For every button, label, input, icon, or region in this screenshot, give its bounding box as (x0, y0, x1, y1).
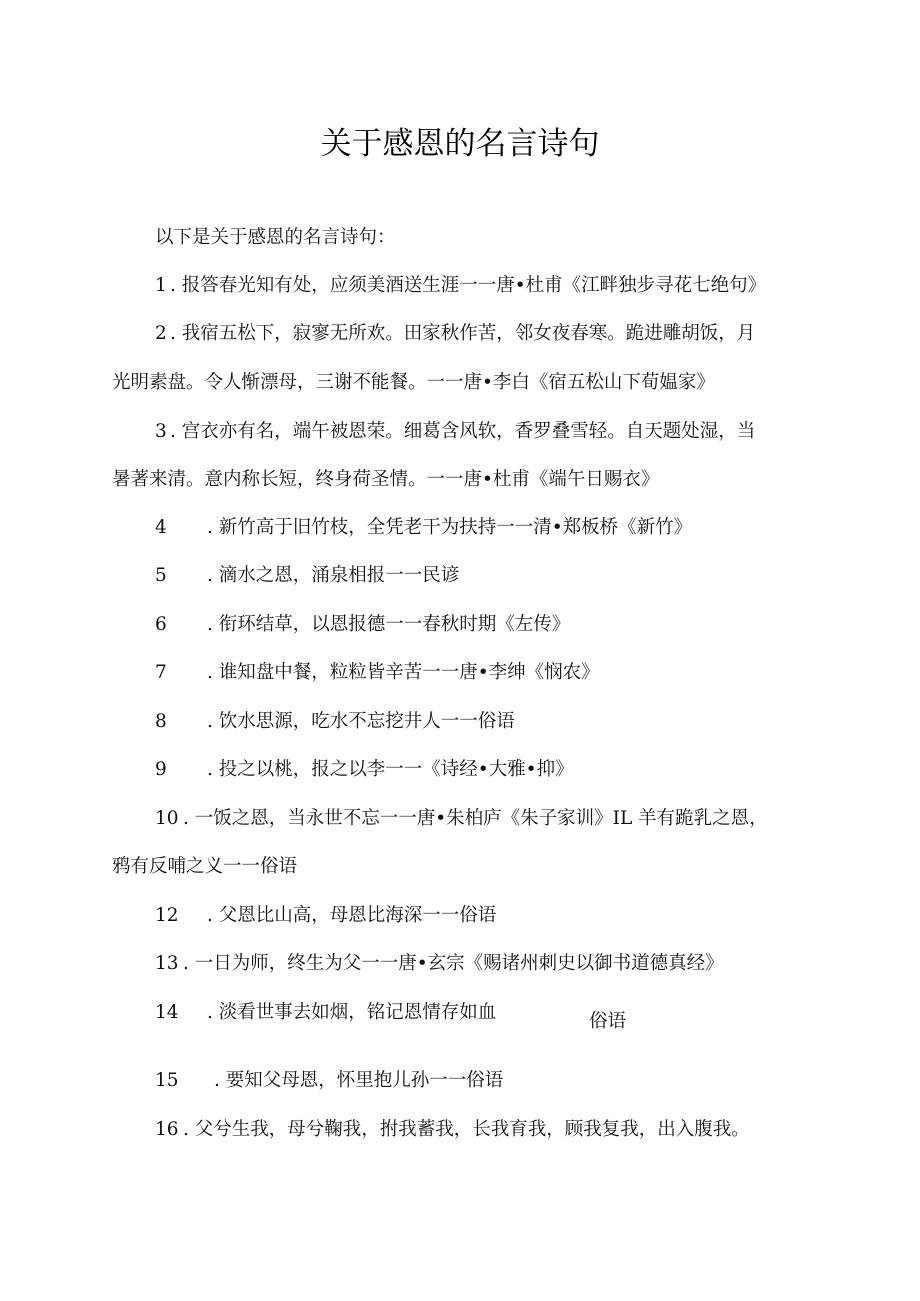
item-text: . 淡看世事去如烟，铭记恩情存如血 (207, 1002, 497, 1023)
item-number: 8 (155, 711, 167, 732)
item-text: . 一日为师，终生为父一一唐•玄宗《赐诸州刺史以御书道德真经》 (183, 953, 724, 974)
item-number: 5 (155, 565, 167, 586)
item-number: 14 (155, 1002, 179, 1023)
item-text: . 父恩比山高，母恩比海深一一俗语 (207, 905, 497, 926)
item-text: . 要知父母恩，怀里抱儿孙一一俗语 (214, 1070, 504, 1091)
item-text: . 谁知盘中餐，粒粒皆辛苦一一唐•李绅《悯农》 (207, 662, 600, 683)
item-number: 9 (155, 759, 167, 780)
item-text: . 报答春光知有处，应须美酒送生涯一一唐•杜甫《江畔独步寻花七绝句》 (170, 275, 767, 296)
item-number: 2 (155, 323, 167, 344)
item-number: 16 (155, 1119, 179, 1140)
intro-text: 以下是关于感恩的名言诗句： (155, 227, 396, 248)
item-number: 12 (155, 905, 179, 926)
item-number: 3 (155, 421, 167, 442)
item-text-continuation: 光明素盘。令人惭漂母，三谢不能餐。一一唐•李白《宿五松山下荀媪家》 (112, 372, 715, 393)
item-number: 10 (155, 808, 179, 829)
item-number: 4 (155, 517, 167, 538)
item-text: . 衔环结草，以恩报德一一春秋时期《左传》 (207, 614, 571, 635)
item-text: . 我宿五松下，寂寥无所欢。田家秋作苦，邻女夜春寒。跪进雕胡饭，月 (170, 323, 756, 344)
item-text: . 滴水之恩，涌泉相报一一民谚 (207, 565, 460, 586)
item-text: . 新竹高于旧竹枝，全凭老干为扶持一一清•郑板桥《新竹》 (207, 517, 693, 538)
item-text: . 一饭之恩，当永世不忘一一唐•朱柏庐《朱子家训》IL 羊有跪乳之恩， (183, 808, 768, 829)
item-number: 7 (155, 662, 167, 683)
item-text: . 投之以桃，报之以李一一《诗经•大雅•抑》 (207, 759, 574, 780)
item-text: . 父兮生我，母兮鞠我，拊我蓄我，长我育我，顾我复我，出入腹我。 (183, 1119, 750, 1140)
item-text: . 宫衣亦有名，端午被恩荣。细葛含风软，香罗叠雪轻。自天题处湿，当 (170, 421, 756, 442)
item-number: 6 (155, 614, 167, 635)
item-text-continuation: 暑著来清。意内称长短，终身荷圣情。一一唐•杜甫《端午日赐衣》 (112, 469, 660, 490)
item-number: 1 (155, 275, 167, 296)
item-source-label: 俗语 (589, 1011, 627, 1032)
item-text: . 饮水思源，吃水不忘挖井人一一俗语 (207, 711, 515, 732)
item-number: 13 (155, 953, 179, 974)
page-title: 关于感恩的名言诗句 (320, 126, 600, 162)
item-text-continuation: 鸦有反哺之义一一俗语 (112, 856, 298, 877)
item-number: 15 (155, 1070, 179, 1091)
